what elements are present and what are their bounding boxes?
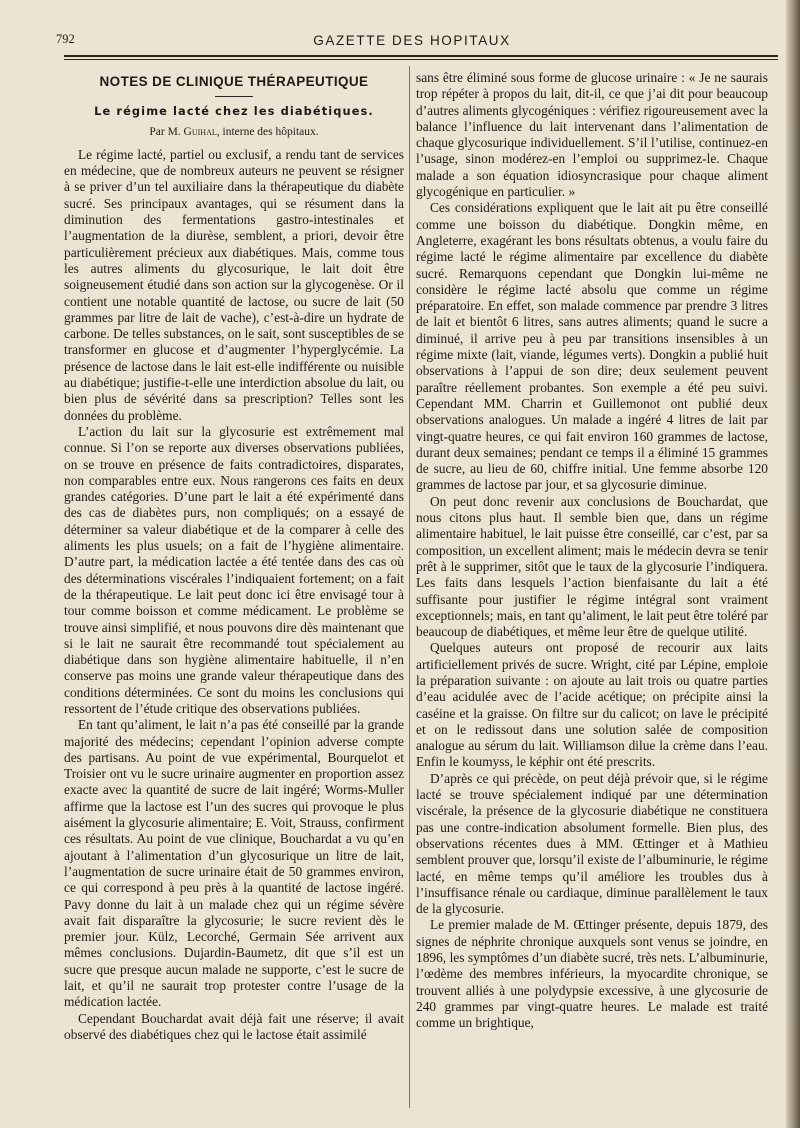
paragraph: Le régime lacté, partiel ou exclusif, a rendu tant de services en médecine, que de nombreux auteurs ne peuvent se résigner à se priver d’un tel auxiliaire dans la thérapeutique du diabète sucré. Ses principaux avantages, qui se résument dans la diminution des fermentations gastro-intestinales et l’augmentation de la diurèse, semblent, a priori, devoir être particulièrement précieux aux diabétiques. Mais, comme tous les autres aliments du glycosurique, le lait doit être soigneusement étudié dans son action sur la glycogenèse. Or il contient une notable quantité de lactose, ou sucre de lait (50 grammes par litre de lait de vache), c’est-à-dire un hydrate de carbone. De telles substances, on le sait, sont susceptibles de se transformer en glucose et d’augmenter l’hyperglycémie. La présence de lactose dans le lait est-elle indifférente ou nuisible au diabétique; justifie-t-elle une interdiction absolue du lait, ou bien plus de sévérité dans sa prescription? Telles sont les données du problème. [64, 146, 404, 423]
paragraph: sans être éliminé sous forme de glucose urinaire : « Je ne saurais trop répéter à propos du lait, dit-il, ce que j’ai dit pour beaucoup d’autres aliments glycogéniques : vérifiez rigoureusement avec la balance l’influence du lait intervenant dans l’alimentation de chaque glycosurique individuellement. S’il l’utilise, continuez-en l’usage, sinon modérez-en l’emploi ou supprimez-le. Chaque malade a son équation idiosyncrasique pour chaque aliment glycogénique en particulier. » [416, 70, 768, 200]
author-name: Guihal [183, 125, 217, 138]
paragraph: Cependant Bouchardat avait déjà fait une réserve; il avait observé des diabétiques chez qui le lactose était assimilé [64, 1010, 404, 1042]
left-column [64, 68, 404, 1043]
byline-suffix: , interne des hôpitaux. [216, 125, 319, 138]
byline [64, 124, 404, 140]
paragraph: En tant qu’aliment, le lait n’a pas été conseillé par la grande majorité des médecins; cependant l’opinion adverse compte des partisans. Au point de vue expérimental, Bourquelot et Troisier ont vu le sucre urinaire augmenter en proportion assez exacte avec la quantité de sucre de lait ingéré; Worms-Muller affirme que la lactose est l’un des sucres qui provoque le plus aisément la glycosurie alimentaire; E. Voit, Strauss, confirment ces résultats. Au point de vue clinique, Bouchardat a vu qu’en ajoutant à l’alimentation d’un glycosurique un litre de lait, l’augmentation de sucre urinaire était de 50 grammes environ, ce qui correspond à peu près à la quantité de lactose ingéré. Pavy donne du lait à un malade chez qui un régime sévère avait fait disparaître la glycosurie; le sucre revient dès le premier jour. Külz, Lecorché, Germain Sée arrivent aux mêmes conclusions. Dujardin-Baumetz, dit que s’il est un sucre que presque aucun malade ne supporte, c’est le sucre de lait, et qu’il ne saurait trop protester contre l’usage de la médication lactée. [64, 717, 404, 1010]
column-divider [409, 66, 410, 1108]
paragraph: Le premier malade de M. Œttinger présente, depuis 1879, des signes de néphrite chronique auxquels sont venus se joindre, en 1896, les symptômes d’un diabète sucré, très nets. L’albuminurie, l’œdème des membres inférieurs, la myocardite chronique, se trouvent alliés à une polydypsie excessive, à une glycosurie de 240 grammes par vingt-quatre heures. Le malade est traité comme un brightique, [416, 917, 768, 1031]
right-column [416, 70, 768, 1032]
title-separator [215, 96, 253, 97]
byline-prefix: Par M. [149, 125, 181, 138]
page-number: 792 [56, 32, 75, 46]
paragraph: D’après ce qui précède, on peut déjà prévoir que, si le régime lacté se trouve spécialement indiqué par une détermination viscérale, la présence de la glycosurie diabétique ne constituera pas une contre-indication absolument formelle. Bien plus, des observations récentes dues à MM. Œttinger et à Mathieu semblent prouver que, lorsqu’il existe de l’albuminurie, le régime lacté, en même temps qu’il améliore les troubles dus à l’insuffisance rénale ou cardiaque, diminue parallèlement le taux de la glycosurie. [416, 770, 768, 917]
article-title: Le régime lacté chez les diabétiques. [94, 104, 374, 119]
header-rule-thick [64, 55, 778, 57]
paragraph: Ces considérations expliquent que le lait ait pu être conseillé comme une boisson du diabétique. Dongkin même, en Angleterre, exagérant les bons résultats obtenus, a voulu faire du régime lacté le régime alimentaire par excellence du diabète sucré. Remarquons cependant que Dongkin lui-même ne considère le régime lacté absolu que comme un régime préparatoire. En effet, son malade commence par prendre 3 litres de lait et bientôt 6 litres, sans autres aliments; quand le sucre a diminué, il arrive peu à peu par transitions insensibles à un régime mixte (lait, viande, légumes verts). Dongkin a publié huit observations à l’appui de son dire; deux seulement peuvent paraître réellement probantes. Son exemple a été peu suivi. Cependant MM. Charrin et Guillemonot ont publié deux observations analogues. Un malade a ingéré 4 litres de lait par vingt-quatre heures, ce qui fait environ 160 grammes de lactose, durant deux semaines; pendant ce temps il a éliminé 15 grammes de sucre, au lieu de 60, chiffre initial. Une femme absorbe 120 grammes de lactose par jour, et sa glycosurie diminue. [416, 200, 768, 493]
paragraph: Quelques auteurs ont proposé de recourir aux laits artificiellement privés de sucre. Wright, cité par Lépine, emploie la préparation suivante : on ajoute au lait trois ou quatre parties d’eau acidulée avec de l’acide acétique; on précipite ainsi la caséine et la graisse. On filtre sur du calicot; on lave le précipité et on le redissout dans une solution salée de composition analogue au sérum du lait. Williamson dilue la crème dans l’eau. Enfin le koumyss, le képhir ont été prescrits. [416, 640, 768, 770]
paragraph: L’action du lait sur la glycosurie est extrêmement mal connue. Si l’on se reporte aux diverses observations publiées, on se trouve en présence de faits contradictoires, disparates, non comparables entre eux. Nous rangerons ces faits en deux grandes catégories. D’une part le lait a été expérimenté dans des cas de diabètes purs, non compliqués; on a essayé de déterminer sa valeur diabétique et de la comparer à celle des aliments les plus usuels; on a fait de l’hygiène alimentaire. D’autre part, la médication lactée a été tentée dans des cas où des déterminations viscérales l’indiquaient fortement; on a fait de la thérapeutique. Le lait peut donc ici être envisagé tour à tour comme boisson et comme médicament. Le problème se trouve ainsi simplifié, et nous pouvons dire dès maintenant que si le lait ne saurait être recommandé tout spécialement au diabétique dans son hygiène alimentaire habituelle, il n’en conserve pas moins une grande valeur thérapeutique dans des conditions déterminées. Ce sont du moins les conclusions qui ressortent de l’étude critique des observations publiées. [64, 423, 404, 716]
paragraph: On peut donc revenir aux conclusions de Bouchardat, que nous citons plus haut. Il semble bien que, dans un régime alimentaire habituel, le lait puisse être conseillé, car c’est, par sa composition, un excellent aliment; mais le médecin devra se tenir prêt à le supprimer, sitôt que le taux de la glycosurie l’indiquera. Les faits dans lesquels l’action bienfaisante du lait a été suffisante pour justifier le régime intégral sont vraiment exceptionnels; mais, en tant qu’aliment, le lait peut être toléré par beaucoup de diabétiques, et même leur être de quelque utilité. [416, 493, 768, 640]
page-edge-shadow [786, 0, 800, 1128]
header-rule-thin [64, 59, 778, 60]
running-title: GAZETTE DES HOPITAUX [313, 33, 511, 48]
page-header [56, 28, 768, 50]
section-title: NOTES DE CLINIQUE THÉRAPEUTIQUE [99, 74, 369, 89]
